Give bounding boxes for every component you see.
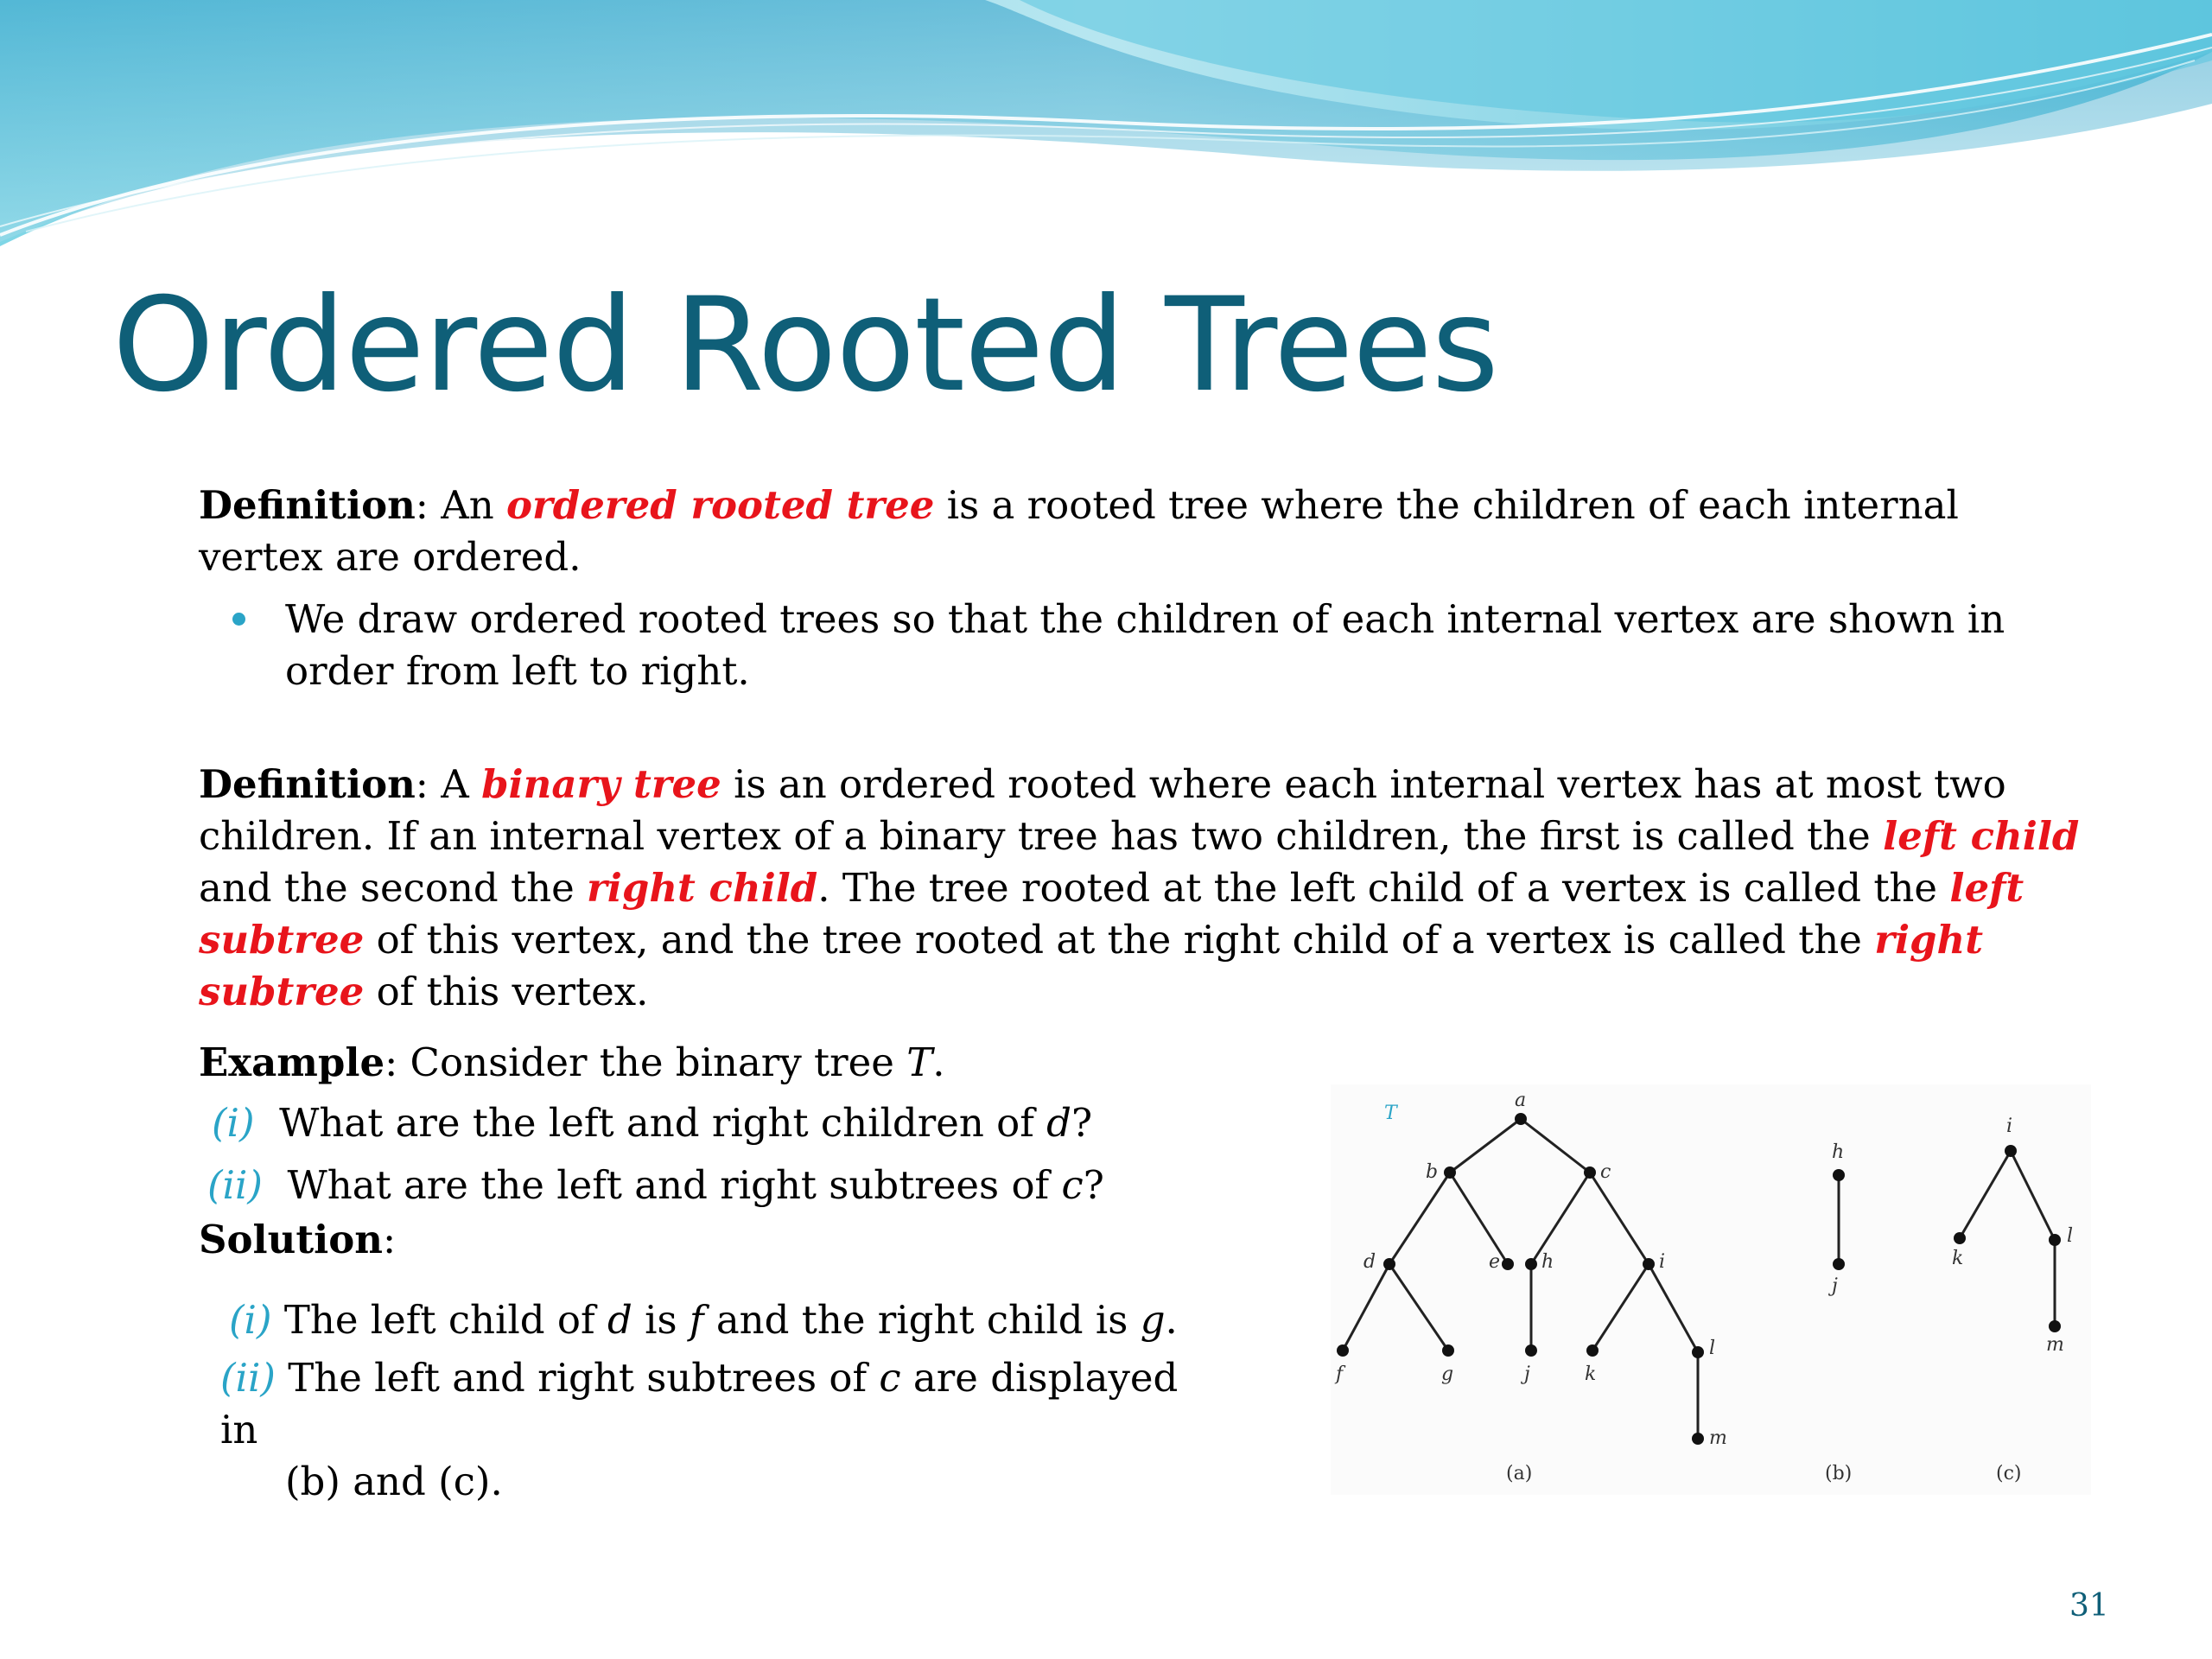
question-2: [207, 1160, 1104, 1211]
term-left-subtree: left subtree: [199, 865, 2024, 963]
term-left-child: left child: [1883, 813, 2080, 859]
vertex-j: [1525, 1344, 1537, 1357]
definition-text: : A: [415, 761, 482, 807]
vertex-a: [1515, 1113, 1527, 1125]
vertex-d: [1383, 1258, 1395, 1270]
vertex-label-c: c: [1600, 1161, 1611, 1183]
vertex-i-sub: [2005, 1145, 2017, 1157]
solution-label: Solution: [199, 1217, 383, 1262]
vertex-label-i-sub: i: [2006, 1116, 2013, 1137]
definition-binary-tree: [199, 759, 2134, 1018]
solution-text: is: [632, 1297, 690, 1343]
solution-number: (ii): [220, 1355, 276, 1401]
question-var: c: [1061, 1162, 1084, 1208]
example-heading: [199, 1037, 945, 1089]
definition-text: is a rooted tree where the children of each internal vertex are ordered.: [199, 482, 1959, 580]
definition-text: : An: [415, 482, 507, 528]
vertex-j-sub: [1833, 1258, 1845, 1270]
tree-name: T: [906, 1039, 933, 1085]
solution-var: g: [1140, 1297, 1166, 1343]
vertex-label-j-sub: j: [1832, 1275, 1838, 1297]
vertex-label-g: g: [1441, 1363, 1454, 1385]
binary-tree-figure: [1331, 1084, 2091, 1495]
vertex-label-k-sub: k: [1952, 1248, 1964, 1269]
definition-label: Definition: [199, 761, 416, 807]
term-binary-tree: binary tree: [481, 761, 721, 807]
solution-colon: :: [382, 1217, 397, 1262]
panel-label-a: (a): [1506, 1463, 1533, 1484]
question-number: (i): [212, 1100, 255, 1146]
solution-var: f: [689, 1297, 704, 1343]
vertex-c: [1584, 1166, 1596, 1179]
vertex-label-m-sub: m: [2046, 1334, 2064, 1356]
definition-label: Definition: [199, 482, 416, 528]
definition-ordered-rooted-tree: [199, 480, 2065, 583]
question-text: What are the left and right children of: [279, 1100, 1047, 1146]
question-number: (ii): [207, 1162, 263, 1208]
vertex-k: [1586, 1344, 1599, 1357]
solution-2: [220, 1352, 1214, 1508]
solution-heading: [199, 1214, 396, 1266]
tree-label: T: [1384, 1103, 1397, 1124]
vertex-h: [1525, 1258, 1537, 1270]
vertex-m: [1692, 1433, 1704, 1445]
example-text: : Consider the binary tree: [385, 1039, 907, 1085]
header-wave-banner: [0, 0, 2212, 259]
vertex-i: [1643, 1258, 1655, 1270]
vertex-g: [1442, 1344, 1454, 1357]
vertex-label-b: b: [1426, 1161, 1439, 1183]
solution-number: (i): [229, 1297, 272, 1343]
page-number: 31: [2069, 1588, 2109, 1624]
solution-text: and the right child is: [703, 1297, 1141, 1343]
vertex-label-m: m: [1709, 1427, 1727, 1449]
vertex-label-i: i: [1659, 1251, 1666, 1273]
solution-var: c: [879, 1355, 901, 1401]
solution-text: (b) and (c).: [285, 1459, 503, 1504]
definition-text: . The tree rooted at the left child of a vertex is called the: [817, 865, 1950, 911]
bullet-dot: [232, 613, 245, 626]
vertex-label-d: d: [1363, 1251, 1376, 1273]
vertex-l: [1692, 1346, 1704, 1358]
vertex-l-sub: [2049, 1234, 2061, 1246]
definition-text: and the second the: [199, 865, 588, 911]
vertex-label-j: j: [1524, 1363, 1530, 1385]
slide-title: Ordered Rooted Trees: [112, 270, 1498, 421]
vertex-label-l: l: [1709, 1338, 1716, 1359]
term-right-subtree: right subtree: [199, 917, 1984, 1014]
question-end: ?: [1071, 1100, 1093, 1146]
panel-label-b: (b): [1825, 1463, 1853, 1484]
definition-text: is an ordered rooted where each internal vertex has at most two children. If an internal vertex of a binary tree has two children, the first is called the: [199, 761, 2006, 859]
term-right-child: right child: [587, 865, 818, 911]
definition-text: of this vertex, and the tree rooted at the right child of a vertex is called the: [364, 917, 1875, 963]
solution-text: .: [1165, 1297, 1178, 1343]
example-label: Example: [199, 1039, 385, 1085]
solution-text: The left child of: [283, 1297, 607, 1343]
question-var: d: [1046, 1100, 1071, 1146]
question-text: What are the left and right subtrees of: [287, 1162, 1062, 1208]
vertex-e: [1502, 1258, 1514, 1270]
vertex-b: [1444, 1166, 1456, 1179]
vertex-k-sub: [1954, 1232, 1966, 1244]
definition-text: of this vertex.: [364, 969, 649, 1014]
vertex-label-l-sub: l: [2067, 1225, 2074, 1247]
vertex-label-a: a: [1515, 1090, 1527, 1111]
vertex-f: [1337, 1344, 1349, 1357]
panel-label-c: (c): [1996, 1463, 2022, 1484]
vertex-label-f: f: [1336, 1363, 1344, 1385]
vertex-m-sub: [2049, 1320, 2061, 1332]
vertex-label-k: k: [1585, 1363, 1597, 1385]
vertex-label-h: h: [1541, 1251, 1554, 1273]
bullet-drawing-order: We draw ordered rooted trees so that the children of each internal vertex are shown in order from left to right.: [285, 596, 2005, 694]
solution-text: are displayed in: [220, 1355, 1179, 1452]
vertex-label-h-sub: h: [1832, 1141, 1845, 1163]
solution-text: The left and right subtrees of: [288, 1355, 880, 1401]
question-1: [212, 1097, 1092, 1149]
term-ordered-rooted-tree: ordered rooted tree: [506, 482, 935, 528]
vertex-label-e: e: [1489, 1251, 1501, 1273]
vertex-h-sub: [1833, 1169, 1845, 1181]
question-end: ?: [1083, 1162, 1104, 1208]
solution-1: [229, 1294, 1178, 1346]
solution-var: d: [607, 1297, 632, 1343]
example-end: .: [932, 1039, 945, 1085]
